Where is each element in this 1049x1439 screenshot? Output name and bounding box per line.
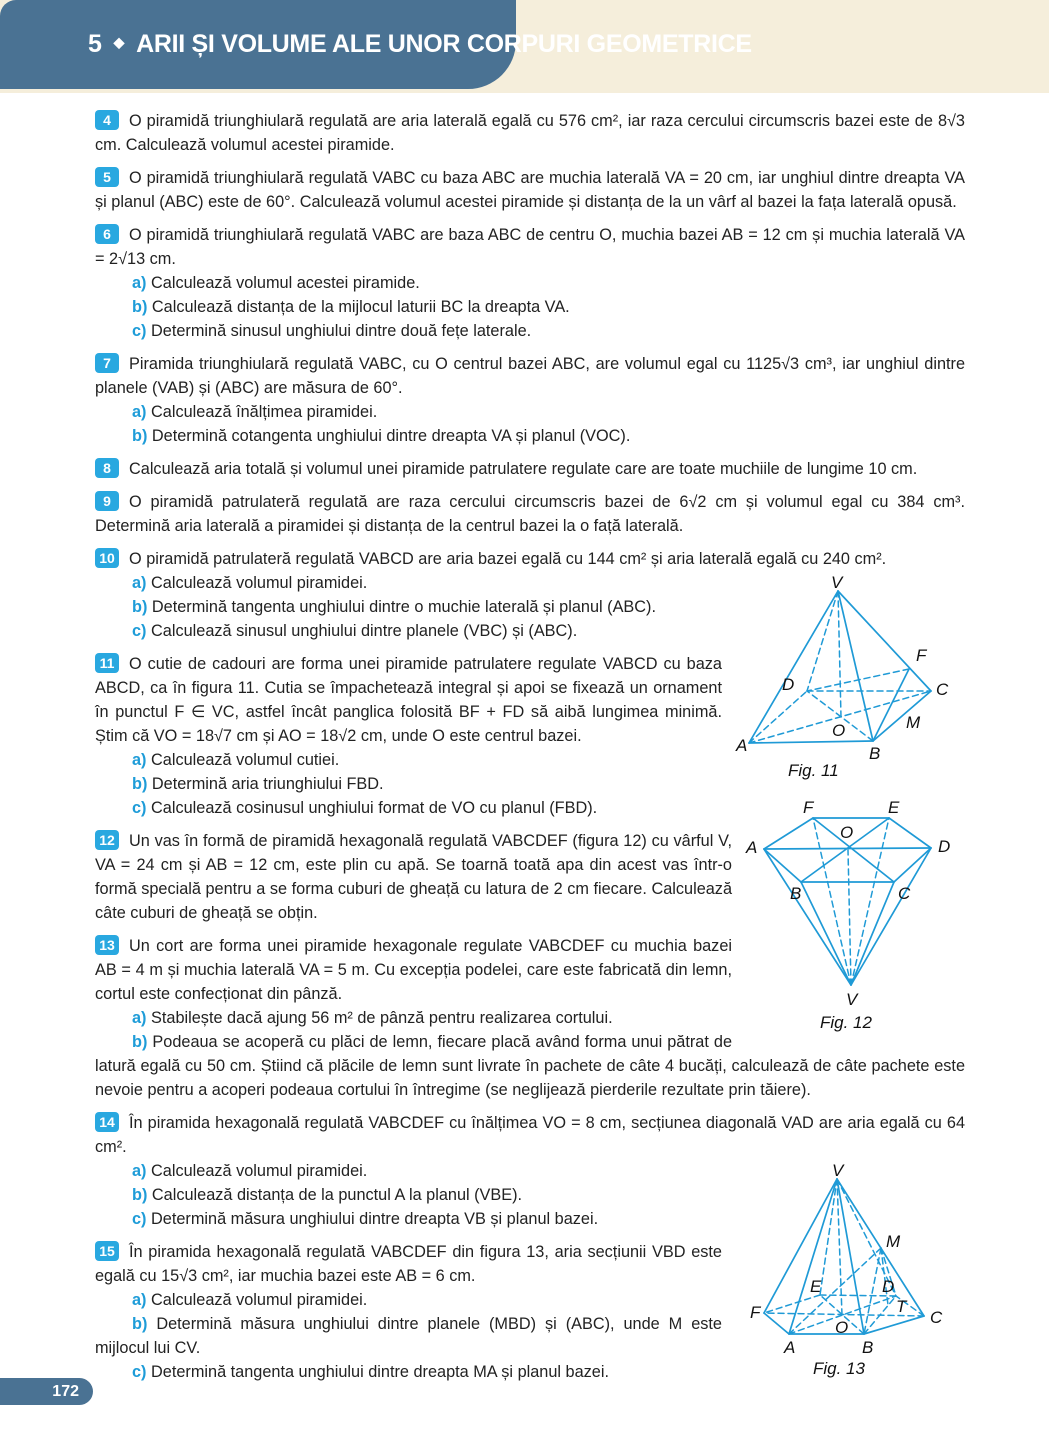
problem-text: O piramidă patrulateră regulată VABCD are aria bazei egală cu 144 cm² și aria laterală egală cu 240 cm². [129, 550, 887, 568]
item-label: b) [132, 598, 148, 616]
item-label: a) [132, 1291, 147, 1309]
item-row [95, 319, 965, 343]
problem-number-badge: 6 [95, 224, 119, 244]
figure-caption: Fig. 12 [820, 1013, 872, 1032]
problem-text: O piramidă triunghiulară regulată are aria laterală egală cu 576 cm², iar raza cercului circumscris bazei este de 8√3 cm. Calculează volumul acestei piramide. [95, 112, 965, 154]
item-label: c) [132, 322, 147, 340]
problem-8 [95, 457, 965, 481]
hexagonal-pyramid-svg [736, 1161, 1041, 1383]
item-label: c) [132, 1210, 147, 1228]
vertex-label-m: M [886, 1232, 901, 1251]
problem-4 [95, 109, 965, 157]
item-label: b) [132, 775, 148, 793]
item-label: b) [132, 1315, 148, 1333]
item-text: Calculează volumul cutiei. [151, 751, 340, 769]
problem-text: O piramidă triunghiulară regulată VABC are baza ABC de centru O, muchia bazei AB = 12 cm și muchia laterală VA = 2√13 cm. [95, 226, 965, 268]
hexagonal-vase-svg [746, 795, 1041, 1037]
vertex-label-a: A [784, 1338, 796, 1357]
item-text: Calculează cosinusul unghiului format de VO cu planul (FBD). [151, 799, 598, 817]
item-text: Calculează distanța de la punctul A la planul (VBE). [151, 1186, 523, 1204]
chapter-number: 5 [88, 30, 102, 58]
item-text: Determină măsura unghiului dintre planele (MBD) și (ABC), unde M este mijlocul lui CV. [95, 1315, 722, 1357]
figure-caption: Fig. 11 [788, 761, 839, 780]
item-text: Determină tangenta unghiului dintre dreapta MA și planul bazei. [151, 1363, 609, 1381]
vertex-label-m: M [906, 713, 921, 732]
vertex-label-f: F [750, 1303, 761, 1322]
problem-number-badge: 11 [95, 653, 119, 673]
vertex-label-e: E [810, 1277, 822, 1296]
problem-text: Piramida triunghiulară regulată VABC, cu O centrul bazei ABC, are volumul egal cu 1125√3 cm³, iar unghiul dintre planele (VAB) și (ABC) are măsura de 60°. [95, 355, 965, 397]
item-label: b) [132, 427, 148, 445]
item-label: a) [132, 1009, 147, 1027]
problem-number-badge: 8 [95, 458, 119, 478]
problem-number-badge: 7 [95, 353, 119, 373]
item-text: Calculează volumul acestei piramide. [151, 274, 420, 292]
item-row [95, 271, 965, 295]
problem-text: O piramidă triunghiulară regulată VABC cu baza ABC are muchia laterală VA = 20 cm, iar unghiul dintre dreapta VA și planul (ABC) este de 60°. Calculează volumul acestei piramide și distanța de la un vârf al bazei la fața laterală opusă. [95, 169, 965, 211]
vertex-label-d: D [782, 675, 795, 694]
vertex-label-a: A [746, 838, 758, 857]
item-row [95, 400, 965, 424]
item-label: a) [132, 751, 147, 769]
item-label: a) [132, 403, 147, 421]
vertex-label-b: B [862, 1338, 874, 1357]
item-label: a) [132, 574, 147, 592]
problem-text: O piramidă patrulateră regulată are raza cercului circumscris bazei de 6√2 cm și volumul egal cu 384 cm³. Determină aria laterală a piramidei și distanța de la centrul bazei la o față laterală. [95, 493, 965, 535]
item-text: Calculează volumul piramidei. [151, 574, 368, 592]
item-label: c) [132, 799, 147, 817]
item-label: c) [132, 1363, 147, 1381]
vertex-label-d: D [938, 837, 951, 856]
problem-number-badge: 15 [95, 1241, 119, 1261]
figure-12 [746, 795, 1041, 1037]
problem-6 [95, 223, 965, 343]
problem-number-badge: 5 [95, 167, 119, 187]
vertex-label-b: B [869, 744, 881, 763]
figure-caption: Fig. 13 [813, 1359, 865, 1378]
problem-text: În piramida hexagonală regulată VABCDEF din figura 13, aria secțiunii VBD este egală cu 15√3 cm², iar muchia bazei este AB = 6 cm. [95, 1243, 722, 1285]
problem-number-badge: 10 [95, 548, 119, 568]
vertex-label-a: A [736, 736, 748, 755]
problem-5 [95, 166, 965, 214]
vertex-label-c: C [936, 680, 949, 699]
vertex-label-f: F [803, 798, 814, 817]
vertex-label-e: E [888, 798, 900, 817]
problem-number-badge: 14 [95, 1112, 119, 1132]
page-number-badge: 172 [0, 1378, 93, 1405]
item-text: Calculează volumul piramidei. [151, 1162, 368, 1180]
item-text: Determină aria triunghiului FBD. [151, 775, 384, 793]
problem-text: O cutie de cadouri are forma unei piramide patrulatere regulate VABCD cu baza ABCD, ca în figura 11. Cutia se împachetează integral și apoi se fixează un ornament în punctul F ∈ VC, astfel încât panglica folosită BF + FD să aibă lungimea minimă. Știm că VO = 18√7 cm și AO = 18√2 cm, unde O este centrul bazei. [95, 655, 722, 745]
problem-text: Un cort are forma unei piramide hexagonale regulate VABCDEF cu muchia bazei AB = 4 m și muchia laterală VA = 5 m. Cu excepția podelei, care este fabricată din lemn, cortul este confecționat din pânză. [95, 937, 732, 1003]
vertex-label-v: V [831, 573, 843, 592]
item-text: Calculează sinusul unghiului dintre planele (VBC) și (ABC). [151, 622, 578, 640]
item-label: a) [132, 274, 147, 292]
figure-11 [736, 573, 1041, 785]
chapter-banner [0, 0, 752, 89]
vertex-label-b: B [790, 884, 802, 903]
item-label: b) [132, 1186, 148, 1204]
item-text: Calculează volumul piramidei. [151, 1291, 368, 1309]
problem-9 [95, 490, 965, 538]
item-label: c) [132, 622, 147, 640]
item-row [95, 295, 965, 319]
item-row [95, 1030, 965, 1102]
problem-text: În piramida hexagonală regulată VABCDEF cu înălțimea VO = 8 cm, secțiunea diagonală VAD are aria egală cu 64 cm². [95, 1114, 965, 1156]
item-text: Determină sinusul unghiului dintre două fețe laterale. [151, 322, 532, 340]
vertex-label-v: V [846, 990, 858, 1009]
problem-number-badge: 9 [95, 491, 119, 511]
item-text: Determină cotangenta unghiului dintre dreapta VA și planul (VOC). [151, 427, 631, 445]
item-label: b) [132, 298, 148, 316]
problem-number-badge: 13 [95, 935, 119, 955]
item-text: Determină măsura unghiului dintre dreapta VB și planul bazei. [151, 1210, 599, 1228]
top-band [0, 0, 1049, 93]
vertex-label-c: C [898, 884, 911, 903]
vertex-label-t: T [896, 1297, 907, 1316]
diamond-icon: ◆ [113, 34, 125, 50]
problem-text: Calculează aria totală și volumul unei piramide patrulatere regulate care are toate muchiile de lungime 10 cm. [129, 460, 918, 478]
figure-13 [736, 1161, 1041, 1383]
item-text: Calculează înălțimea piramidei. [151, 403, 378, 421]
item-text: Determină tangenta unghiului dintre o muchie laterală și planul (ABC). [151, 598, 656, 616]
vertex-label-o: O [835, 1318, 849, 1337]
vertex-label-f: F [916, 646, 927, 665]
item-label: b) [132, 1033, 148, 1051]
vertex-label-c: C [930, 1308, 943, 1327]
problem-7 [95, 352, 965, 448]
chapter-title: ARII ȘI VOLUME ALE UNOR CORPURI GEOMETRICE [136, 30, 752, 58]
item-text: Calculează distanța de la mijlocul laturii BC la dreapta VA. [151, 298, 570, 316]
problem-number-badge: 4 [95, 110, 119, 130]
item-row [95, 424, 965, 448]
content [95, 109, 965, 1384]
vertex-label-o: O [840, 823, 854, 842]
vertex-label-o: O [832, 721, 846, 740]
item-text: Stabilește dacă ajung 56 m² de pânză pentru realizarea cortului. [151, 1009, 613, 1027]
vertex-label-d: D [882, 1277, 895, 1296]
item-text: Podeaua se acoperă cu plăci de lemn, fiecare placă având forma unui pătrat de latură egală cu 50 cm. Știind că plăcile de lemn sunt livrate în pachete de câte 4 bucăți, calculează de câte pachete este nevoie pentru a acoperi podeaua cortului în întregime (se neglijează pierderile rezultate prin tăiere). [95, 1033, 965, 1099]
item-label: a) [132, 1162, 147, 1180]
vertex-label-v: V [832, 1161, 844, 1180]
problem-text: Un vas în formă de piramidă hexagonală regulată VABCDEF (figura 12) cu vârful V, VA = 24 cm și AB = 12 cm, este plin cu apă. Se toarnă toată apa din acest vas într-o formă specială pentru a se forma cuburi de gheață cu latura de 2 cm fiecare. Calculează câte cuburi de gheață se obțin. [95, 832, 732, 922]
problem-number-badge: 12 [95, 830, 119, 850]
